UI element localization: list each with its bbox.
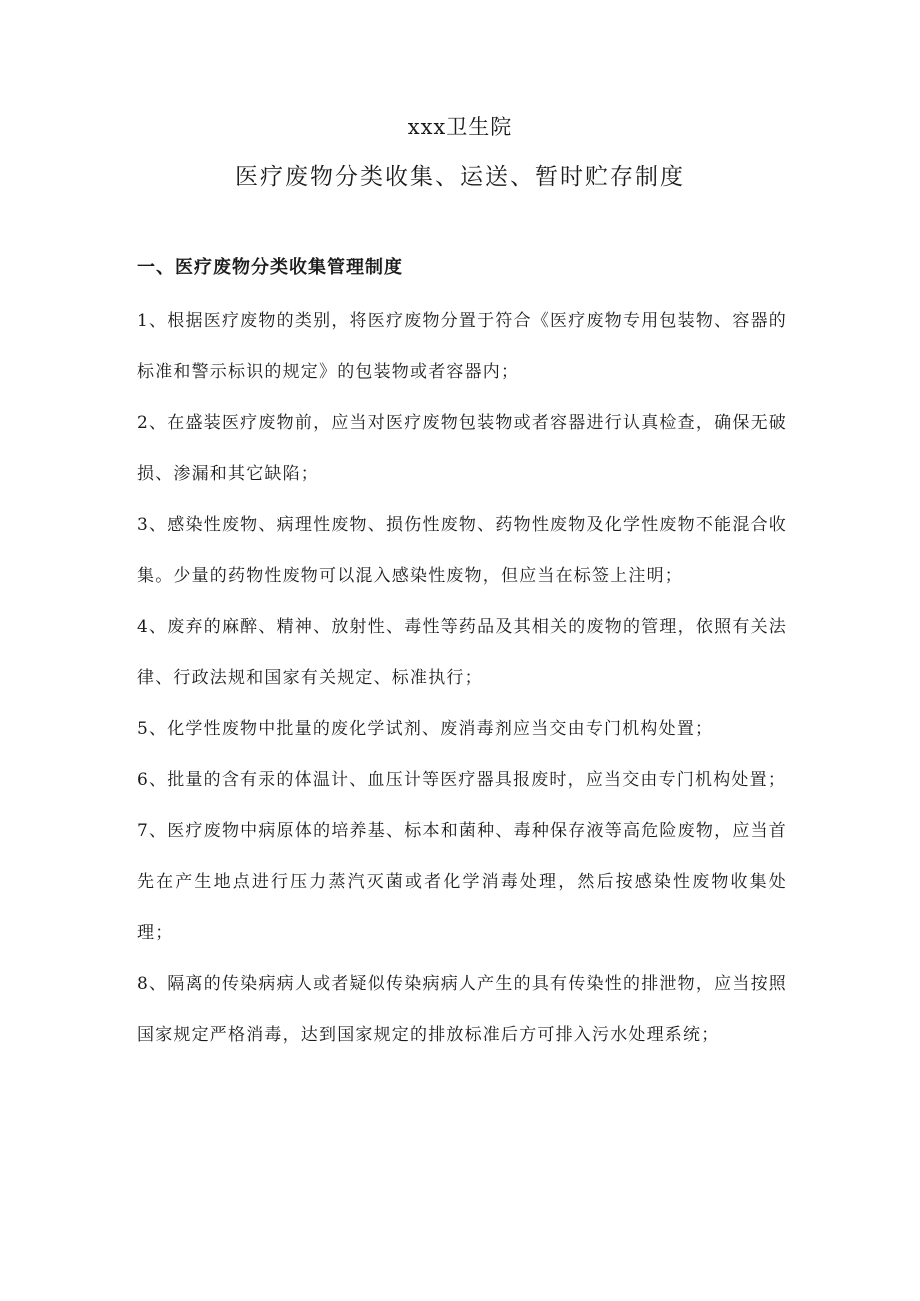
- paragraph-6: 6、批量的含有汞的体温计、血压计等医疗器具报废时，应当交由专门机构处置；: [137, 770, 787, 790]
- paragraph-7: 7、医疗废物中病原体的培养基、标本和菌种、毒种保存液等高危险废物，应当首先在产生地点进行压力蒸汽灭菌或者化学消毒处理，然后按感染性废物收集处理；: [137, 821, 787, 943]
- paragraph-3: 3、感染性废物、病理性废物、损伤性废物、药物性废物及化学性废物不能混合收集。少量的药物性废物可以混入感染性废物，但应当在标签上注明；: [137, 515, 787, 586]
- document-body: [137, 296, 787, 1061]
- organization-title: xxx卫生院: [407, 115, 513, 139]
- paragraph-1: 1、根据医疗废物的类别，将医疗废物分置于符合《医疗废物专用包装物、容器的标准和警示标识的规定》的包装物或者容器内；: [137, 311, 787, 382]
- paragraph-4: 4、废弃的麻醉、精神、放射性、毒性等药品及其相关的废物的管理，依照有关法律、行政法规和国家有关规定、标准执行；: [137, 617, 787, 688]
- paragraph-8: 8、隔离的传染病病人或者疑似传染病病人产生的具有传染性的排泄物，应当按照国家规定严格消毒，达到国家规定的排放标准后方可排入污水处理系统；: [137, 974, 787, 1045]
- paragraph-2: 2、在盛装医疗废物前，应当对医疗废物包装物或者容器进行认真检查，确保无破损、渗漏和其它缺陷；: [137, 413, 787, 484]
- paragraph-5: 5、化学性废物中批量的废化学试剂、废消毒剂应当交由专门机构处置；: [137, 719, 714, 739]
- section-heading: 一、医疗废物分类收集管理制度: [137, 257, 403, 278]
- document-title: 医疗废物分类收集、运送、暂时贮存制度: [235, 164, 685, 190]
